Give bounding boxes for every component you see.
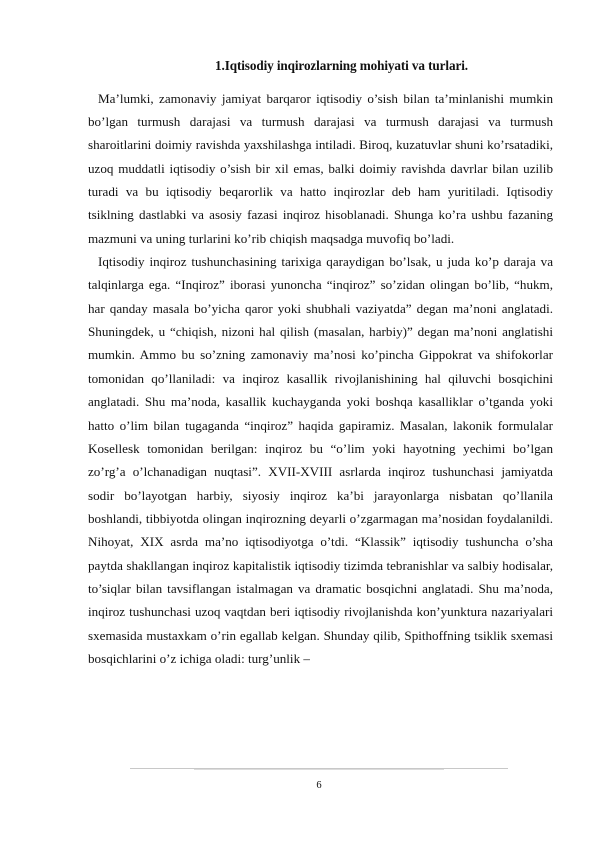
paragraph-2: Iqtisodiy inqiroz tushunchasining tarixiga qaraydigan bo’lsak, u juda ko’p daraja va talqinlarga ega. “Inqiroz” iborasi yunoncha “inqiroz” so’zidan olingan bo’lib, “hukm, har qanday masala bo’yicha qaror yoki shubhali vaziyatda” degan ma’noni anglatadi. Shuningdek, u “chiqish, nizoni hal qilish (masalan, harbiy)” degan ma’noni anglatishi mumkin. Ammo bu so’zning zamonaviy ma’nosi ko’pincha Gippokrat va shifokorlar tomonidan qo’llaniladi: va inqiroz kasallik rivojlanishining hal qiluvchi bosqichini anglatadi. Shu ma’noda, kasallik kuchayganda yoki boshqa kasalliklar o’tganda yoki hatto o’lim bilan tugaganda “inqiroz” haqida gapiramiz. Masalan, lakonik formulalar Kosellesk tomonidan berilgan: inqiroz bu “o’lim yoki hayotning yechimi bo’lgan zo’rg’a o’lchanadigan nuqtasi”. XVII-XVIII asrlarda inqiroz tushunchasi jamiyatda sodir bo’layotgan harbiy, siyosiy inqiroz ka’bi jarayonlarga nisbatan qo’llanila boshlandi, tibbiyotda olingan inqirozning deyarli o’zgarmagan ma’nosidan foydalanildi. Nihoyat, XIX asrda ma’no iqtisodiyotga o’tdi. “Klassik” iqtisodiy tushuncha o’sha paytda shakllangan inqiroz kapitalistik iqtisodiy tizimda tebranishlar va salbiy hodisalar, to’siqlar bilan tavsiflangan istalmagan va dramatic bosqichni anglatadi. Shu ma’noda, inqiroz tushunchasi uzoq vaqtdan beri iqtisodiy rivojlanishda kon’yunktura nazariyalari sxemasida mustaxkam o’rin egallab kelgan. Shunday qilib, Spithoffning tsiklik sxemasi bosqichlarini o’z ichiga oladi: turg’unlik – bbox=[88, 254, 553, 667]
paragraph-1: Ma’lumki, zamonaviy jamiyat barqaror iqtisodiy o’sish bilan ta’minlanishi mumkin bo’lgan turmush darajasi va turmush darajasi va turmush darajasi va turmush sharoitlarini doimiy ravishda yaxshilashga intiladi. Biroq, kuzatuvlar shuni ko’rsatadiki, uzoq muddatli iqtisodiy o’sish bir xil emas, balki doimiy ravishda davrlar bilan uzilib turadi va bu iqtisodiy beqarorlik va hatto inqirozlar deb ham yuritiladi. Iqtisodiy tsiklning dastlabki va asosiy fazasi inqiroz hisoblanadi. Shunga ko’ra ushbu fazaning mazmuni va uning turlarini ko’rib chiqish maqsadga muvofiq bo’ladi. bbox=[88, 90, 553, 246]
section-heading: 1.Iqtisodiy inqirozlarning mohiyati va turlari. bbox=[215, 58, 468, 73]
body-text bbox=[88, 87, 553, 671]
page-number: 6 bbox=[316, 780, 322, 791]
footer-divider-inner bbox=[194, 769, 444, 770]
